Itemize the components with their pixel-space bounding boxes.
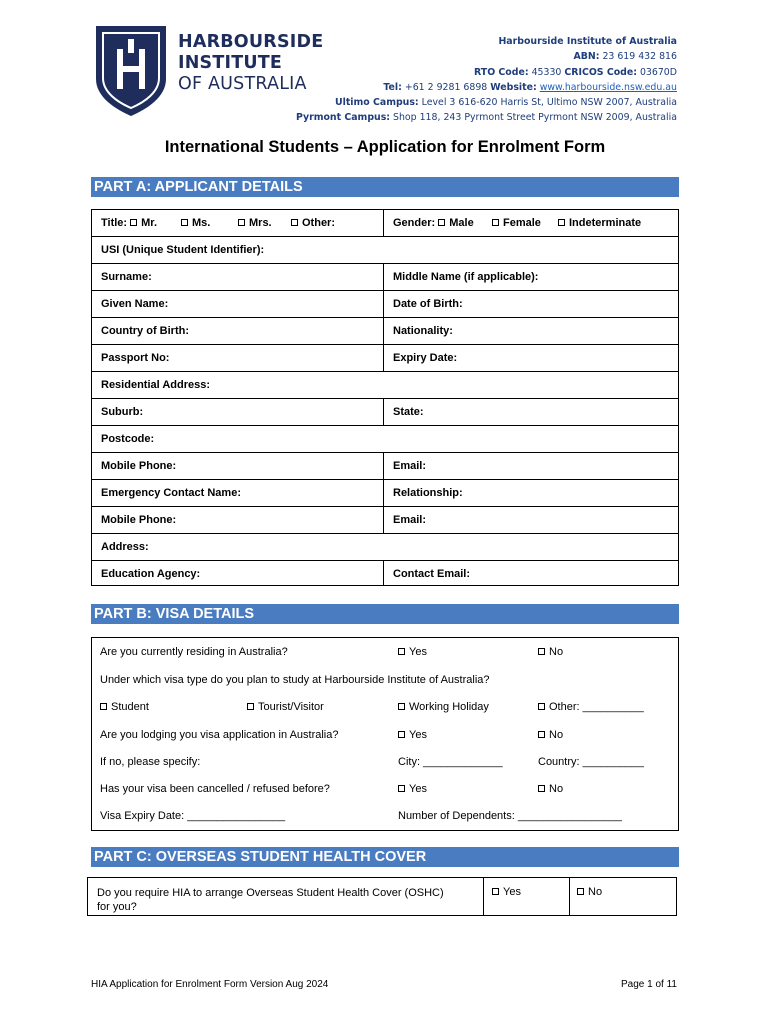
title-option-ms[interactable]: Ms. <box>181 210 210 237</box>
abn-value: 23 619 432 816 <box>602 51 677 63</box>
title-option-mrs[interactable]: Mrs. <box>238 210 272 237</box>
checkbox-icon <box>181 219 188 226</box>
footer-version: HIA Application for Enrolment Form Version Aug 2024 <box>91 979 329 990</box>
checkbox-icon <box>577 888 584 895</box>
given-name-field[interactable]: Given Name: <box>101 298 169 310</box>
title-option-mr[interactable]: Mr. <box>130 217 157 229</box>
education-agency-field[interactable]: Education Agency: <box>101 568 201 580</box>
usi-field[interactable]: USI (Unique Student Identifier): <box>101 244 265 256</box>
if-no-label: If no, please specify: <box>100 756 201 768</box>
oshc-question: Do you require HIA to arrange Overseas Student Health Cover (OSHC) for you? <box>97 887 444 913</box>
title-field <box>92 210 335 236</box>
abn-label: ABN: <box>573 51 600 63</box>
visa-tourist-option[interactable]: Tourist/Visitor <box>247 701 324 713</box>
passport-field[interactable]: Passport No: <box>101 352 170 364</box>
part-a-heading: PART A: APPLICANT DETAILS <box>91 177 679 197</box>
table-row <box>92 399 678 426</box>
checkbox-icon <box>130 219 137 226</box>
checkbox-icon <box>538 703 545 710</box>
gender-label: Gender: <box>393 217 436 229</box>
postcode-field[interactable]: Postcode: <box>101 433 155 445</box>
institute-shield-logo <box>95 25 167 117</box>
country-field[interactable]: Country: __________ <box>538 756 644 768</box>
country-of-birth-field[interactable]: Country of Birth: <box>101 325 189 337</box>
checkbox-icon <box>492 888 499 895</box>
part-b-heading: PART B: VISA DETAILS <box>91 604 679 624</box>
dependents-field[interactable]: Number of Dependents: _________________ <box>398 810 622 822</box>
lodging-no[interactable]: No <box>538 729 563 741</box>
cancelled-question: Has your visa been cancelled / refused before? <box>100 783 330 795</box>
lodging-question: Are you lodging you visa application in Australia? <box>100 729 339 741</box>
title-option-other[interactable]: Other: <box>291 210 335 237</box>
website-label: Website: <box>490 81 537 93</box>
visa-expiry-field[interactable]: Visa Expiry Date: ________________ <box>100 810 286 822</box>
residing-no[interactable]: No <box>538 646 563 658</box>
ultimo-value: Level 3 616-620 Harris St, Ultimo NSW 2007, Australia <box>421 97 677 109</box>
cell-divider <box>569 878 570 915</box>
cancelled-yes[interactable]: Yes <box>398 783 427 795</box>
email-field[interactable]: Email: <box>383 453 426 479</box>
checkbox-icon <box>398 731 405 738</box>
logo-line-1: HARBOURSIDE <box>178 32 324 52</box>
table-row <box>92 534 678 561</box>
checkbox-icon <box>538 785 545 792</box>
logo-line-2: INSTITUTE <box>178 53 283 73</box>
cricos-value: 03670D <box>639 66 677 78</box>
table-row <box>92 480 678 507</box>
gender-option-indeterminate[interactable]: Indeterminate <box>558 210 641 237</box>
emergency-email-field[interactable]: Email: <box>383 507 426 533</box>
form-title: International Students – Application for Enrolment Form <box>164 138 606 156</box>
emergency-address-field[interactable]: Address: <box>101 541 149 553</box>
pyrmont-value: Shop 118, 243 Pyrmont Street Pyrmont NSW 2009, Australia <box>393 112 677 124</box>
checkbox-icon <box>492 219 499 226</box>
mobile-phone-field[interactable]: Mobile Phone: <box>101 460 177 472</box>
org-name: Harbourside Institute of Australia <box>498 36 677 47</box>
cancelled-no[interactable]: No <box>538 783 563 795</box>
cell-divider <box>483 878 484 915</box>
oshc-yes[interactable]: Yes <box>492 886 521 898</box>
checkbox-icon <box>100 703 107 710</box>
visa-type-question: Under which visa type do you plan to study at Harbourside Institute of Australia? <box>100 674 490 686</box>
rto-value: 45330 <box>531 66 562 78</box>
checkbox-icon <box>247 703 254 710</box>
rto-label: RTO Code: <box>474 66 529 78</box>
date-of-birth-field[interactable]: Date of Birth: <box>383 291 463 317</box>
table-row <box>92 345 678 372</box>
pyrmont-label: Pyrmont Campus: <box>295 112 391 124</box>
tel-value: +61 2 9281 6898 <box>404 81 488 93</box>
residential-address-field[interactable]: Residential Address: <box>101 379 211 391</box>
nationality-field[interactable]: Nationality: <box>383 318 453 344</box>
checkbox-icon <box>538 731 545 738</box>
applicant-details-table <box>91 209 679 586</box>
gender-option-female[interactable]: Female <box>492 210 541 237</box>
checkbox-icon <box>398 785 405 792</box>
checkbox-icon <box>538 648 545 655</box>
table-row <box>92 372 678 399</box>
cricos-label: CRICOS Code: <box>564 66 637 78</box>
table-row <box>92 237 678 264</box>
checkbox-icon <box>438 219 445 226</box>
table-row <box>92 291 678 318</box>
tel-label: Tel: <box>383 81 402 93</box>
checkbox-icon <box>238 219 245 226</box>
checkbox-icon <box>398 703 405 710</box>
table-row <box>92 426 678 453</box>
middle-name-field[interactable]: Middle Name (if applicable): <box>383 264 538 290</box>
part-c-heading: PART C: OVERSEAS STUDENT HEALTH COVER <box>91 847 679 867</box>
website-link[interactable]: www.harbourside.nsw.edu.au <box>539 81 677 93</box>
table-row <box>92 561 678 585</box>
health-cover-table <box>87 877 677 916</box>
table-row <box>92 453 678 480</box>
suburb-field[interactable]: Suburb: <box>101 406 144 418</box>
title-label: Title: <box>101 217 128 229</box>
gender-field <box>383 210 642 236</box>
emergency-contact-name-field[interactable]: Emergency Contact Name: <box>101 487 241 499</box>
table-row <box>92 507 678 534</box>
table-row <box>92 210 678 237</box>
expiry-date-field[interactable]: Expiry Date: <box>383 345 457 371</box>
footer-page-number: Page 1 of 11 <box>621 979 677 990</box>
logo-line-3: OF AUSTRALIA <box>178 74 307 94</box>
state-field[interactable]: State: <box>383 399 424 425</box>
table-row <box>92 264 678 291</box>
visa-student-option[interactable]: Student <box>100 701 149 713</box>
table-row <box>92 318 678 345</box>
oshc-no[interactable]: No <box>577 886 602 898</box>
lodging-yes[interactable]: Yes <box>398 729 427 741</box>
gender-option-male[interactable]: Male <box>438 217 473 229</box>
visa-other-option[interactable]: Other: __________ <box>538 701 644 713</box>
emergency-mobile-field[interactable]: Mobile Phone: <box>101 514 177 526</box>
surname-field[interactable]: Surname: <box>101 271 152 283</box>
residing-yes[interactable]: Yes <box>398 646 427 658</box>
contact-email-field[interactable]: Contact Email: <box>383 561 470 585</box>
visa-details-box <box>91 637 679 831</box>
city-field[interactable]: City: _____________ <box>398 756 503 768</box>
checkbox-icon <box>558 219 565 226</box>
visa-working-holiday-option[interactable]: Working Holiday <box>398 701 489 713</box>
checkbox-icon <box>291 219 298 226</box>
residing-question: Are you currently residing in Australia? <box>100 646 288 658</box>
ultimo-label: Ultimo Campus: <box>335 97 419 109</box>
contact-block <box>296 34 677 126</box>
relationship-field[interactable]: Relationship: <box>383 480 463 506</box>
checkbox-icon <box>398 648 405 655</box>
